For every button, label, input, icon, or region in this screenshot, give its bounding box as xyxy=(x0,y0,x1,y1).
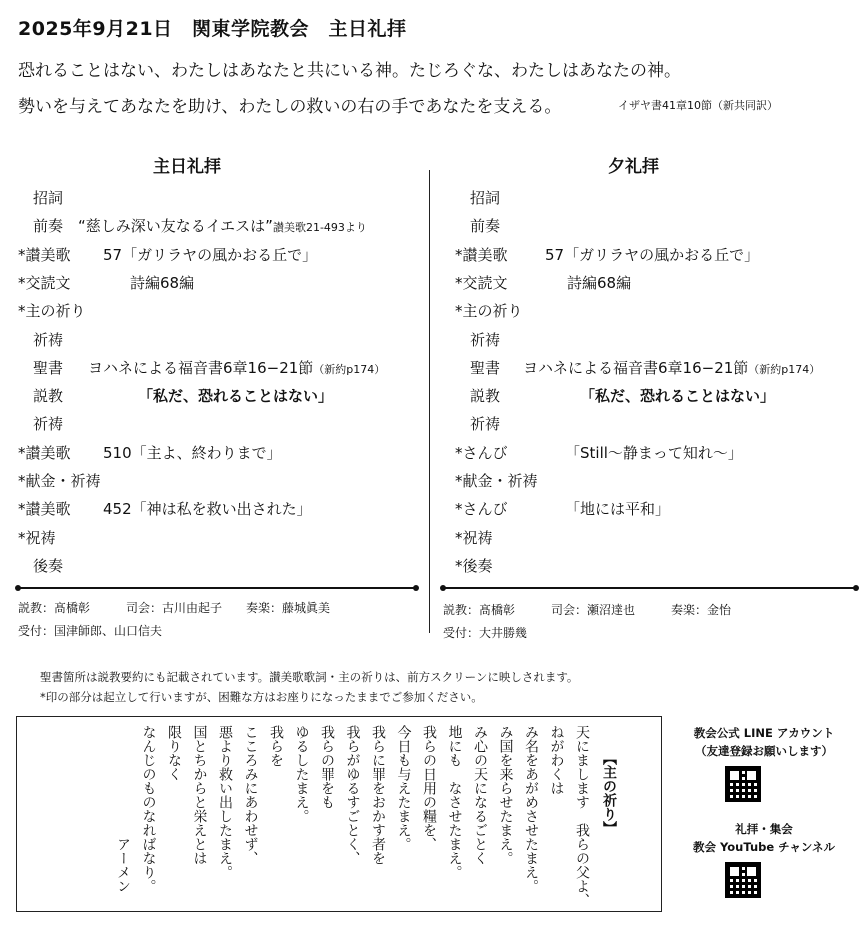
service-item-label: 説教 xyxy=(455,387,501,406)
service-item-label: 祈祷 xyxy=(455,415,501,434)
line-account-heading: 教会公式 LINE アカウント xyxy=(693,726,835,740)
lords-prayer-line: 我らがゆるすごとく、 xyxy=(344,725,361,865)
service-item-label: 祈祷 xyxy=(18,415,64,434)
lords-prayer-line: 今日も与えたまえ。 xyxy=(395,725,412,851)
verse-line-1: 恐れることはない、わたしはあなたと共にいる神。たじろぐな、わたしはあなたの神。 xyxy=(18,61,681,81)
service-item-note: 讃美歌21-493より xyxy=(272,221,367,235)
qr-code-icon[interactable] xyxy=(725,862,761,898)
service-item-label: *讃美歌 xyxy=(455,245,508,264)
service-item-label: 前奏 xyxy=(18,217,64,236)
lords-prayer-line: 我らの罪をも xyxy=(319,725,335,809)
lords-prayer-line: 我らの日用の糧を、 xyxy=(421,725,437,851)
service-item-label: 招詞 xyxy=(18,189,64,207)
service-item-label: *さんび xyxy=(455,500,508,519)
service-item-content: 57「ガリラヤの風かおる丘で」 xyxy=(545,245,760,264)
service-item-content: 510「主よ、終わりまで」 xyxy=(103,443,282,462)
service-item-content: 詩編68編 xyxy=(130,273,195,292)
service-item-content: 「私だ、恐れることはない」 xyxy=(580,387,776,406)
service-item-label: 後奏 xyxy=(18,556,64,575)
evening-reception: 受付：大井勝幾 xyxy=(443,626,528,640)
youtube-heading-2: 教会 YouTube チャンネル xyxy=(693,840,835,854)
service-item-label: 聖書 xyxy=(18,358,64,377)
verse-line-2: 勢いを与えてあなたを助け、わたしの救いの右の手であなたを支える。 xyxy=(18,97,562,117)
lords-prayer-line: ねがわくは xyxy=(548,725,565,795)
service-item-content: 452「神は私を救い出された」 xyxy=(103,500,312,519)
service-item-label: 招詞 xyxy=(455,189,501,207)
verse-reference: イザヤ書41章10節（新共同訳） xyxy=(618,99,778,112)
service-item-label: *交読文 xyxy=(455,273,508,292)
morning-order-list xyxy=(18,187,423,587)
lords-prayer-line: ゆるしたまえ。 xyxy=(293,725,310,823)
lords-prayer-line: 限りなく xyxy=(166,725,182,781)
service-item-label: 説教 xyxy=(18,387,64,406)
service-item-label: *主の祈り xyxy=(455,302,523,321)
lords-prayer-line: 我らを xyxy=(268,725,284,767)
service-item-content: 詩編68編 xyxy=(567,273,632,292)
service-item-content: 「私だ、恐れることはない」 xyxy=(138,387,334,406)
service-item-label: *讃美歌 xyxy=(18,245,71,264)
service-item-label: *交読文 xyxy=(18,273,71,292)
service-item-label: *祝祷 xyxy=(455,528,493,547)
morning-rule xyxy=(18,587,415,589)
lords-prayer-line: 悪より救い出したまえ。 xyxy=(217,725,233,879)
evening-service-heading: 夕礼拝 xyxy=(608,157,659,177)
column-divider xyxy=(429,170,430,633)
lords-prayer-line: み名をあがめさせたまえ。 xyxy=(523,725,539,893)
service-item-content: ヨハネによる福音書6章16−21節（新約p174） xyxy=(88,358,386,377)
service-item-label: 聖書 xyxy=(455,358,501,377)
lords-prayer-box xyxy=(16,716,662,912)
service-item-label: 前奏 xyxy=(455,217,501,236)
service-item-label: *主の祈り xyxy=(18,302,86,321)
service-item-content: “慈しみ深い友なるイエスは”讃美歌21-493より xyxy=(78,217,367,236)
service-item-label: 祈祷 xyxy=(455,330,501,349)
service-item-label: *讃美歌 xyxy=(18,443,71,462)
lords-prayer-title: 【主の祈り】 xyxy=(601,751,617,835)
morning-service-heading: 主日礼拝 xyxy=(153,157,221,177)
page-title: 2025年9月21日 関東学院教会 主日礼拝 xyxy=(18,18,407,40)
service-item-label: *献金・祈祷 xyxy=(18,472,101,490)
evening-order-list xyxy=(455,187,855,587)
lords-prayer-line: なんじのものなればなり。 xyxy=(140,725,157,893)
lords-prayer-line: 我らに罪をおかす者を xyxy=(370,725,386,865)
rule-dot xyxy=(853,585,859,591)
service-item-label: *讃美歌 xyxy=(18,500,71,519)
evening-rule xyxy=(443,587,855,589)
lords-prayer-line: 国とちからと栄えとは xyxy=(191,725,208,865)
service-item-note: （新約p174） xyxy=(313,362,386,376)
evening-staff: 説教：髙橋彰 司会：瀬沼達也 奏楽：金怡 xyxy=(443,603,732,617)
rule-dot xyxy=(413,585,419,591)
service-item-label: 祈祷 xyxy=(18,330,64,349)
service-item-content: 「地には平和」 xyxy=(565,500,671,519)
service-item-label: *祝祷 xyxy=(18,528,56,547)
service-item-label: *献金・祈祷 xyxy=(455,472,538,490)
note-line-2: *印の部分は起立して行いますが、困難な方はお座りになったままでご参加ください。 xyxy=(40,690,483,704)
lords-prayer-line: み国を来らせたまえ。 xyxy=(497,725,514,865)
service-item-note: （新約p174） xyxy=(748,362,821,376)
service-item-content: 57「ガリラヤの風かおる丘で」 xyxy=(103,245,318,264)
lords-prayer-line: アーメン xyxy=(115,837,131,893)
lords-prayer-line: こころみにあわせず、 xyxy=(242,725,259,865)
service-item-label: *後奏 xyxy=(455,556,493,575)
service-item-content: ヨハネによる福音書6章16−21節（新約p174） xyxy=(523,358,821,377)
note-line-1: 聖書箇所は説教要約にも記載されています。讃美歌歌詞・主の祈りは、前方スクリーンに映しされます。 xyxy=(40,670,579,684)
morning-reception: 受付：国津師郎、山口信夫 xyxy=(18,624,163,638)
youtube-heading-1: 礼拝・集会 xyxy=(735,822,793,836)
lords-prayer-line: み心の天になるごとく xyxy=(472,725,488,865)
service-item-content: 「Still〜静まって知れ〜」 xyxy=(565,443,743,462)
qr-code-icon[interactable] xyxy=(725,766,761,802)
lords-prayer-line: 天にまします 我らの父よ、 xyxy=(574,725,590,907)
line-account-subheading: （友達登録お願いします） xyxy=(695,744,833,758)
morning-staff: 説教：髙橋彰 司会：古川由起子 奏楽：藤城眞美 xyxy=(18,601,331,615)
service-item-label: *さんび xyxy=(455,443,508,462)
lords-prayer-line: 地にも なさせたまえ。 xyxy=(446,725,463,879)
